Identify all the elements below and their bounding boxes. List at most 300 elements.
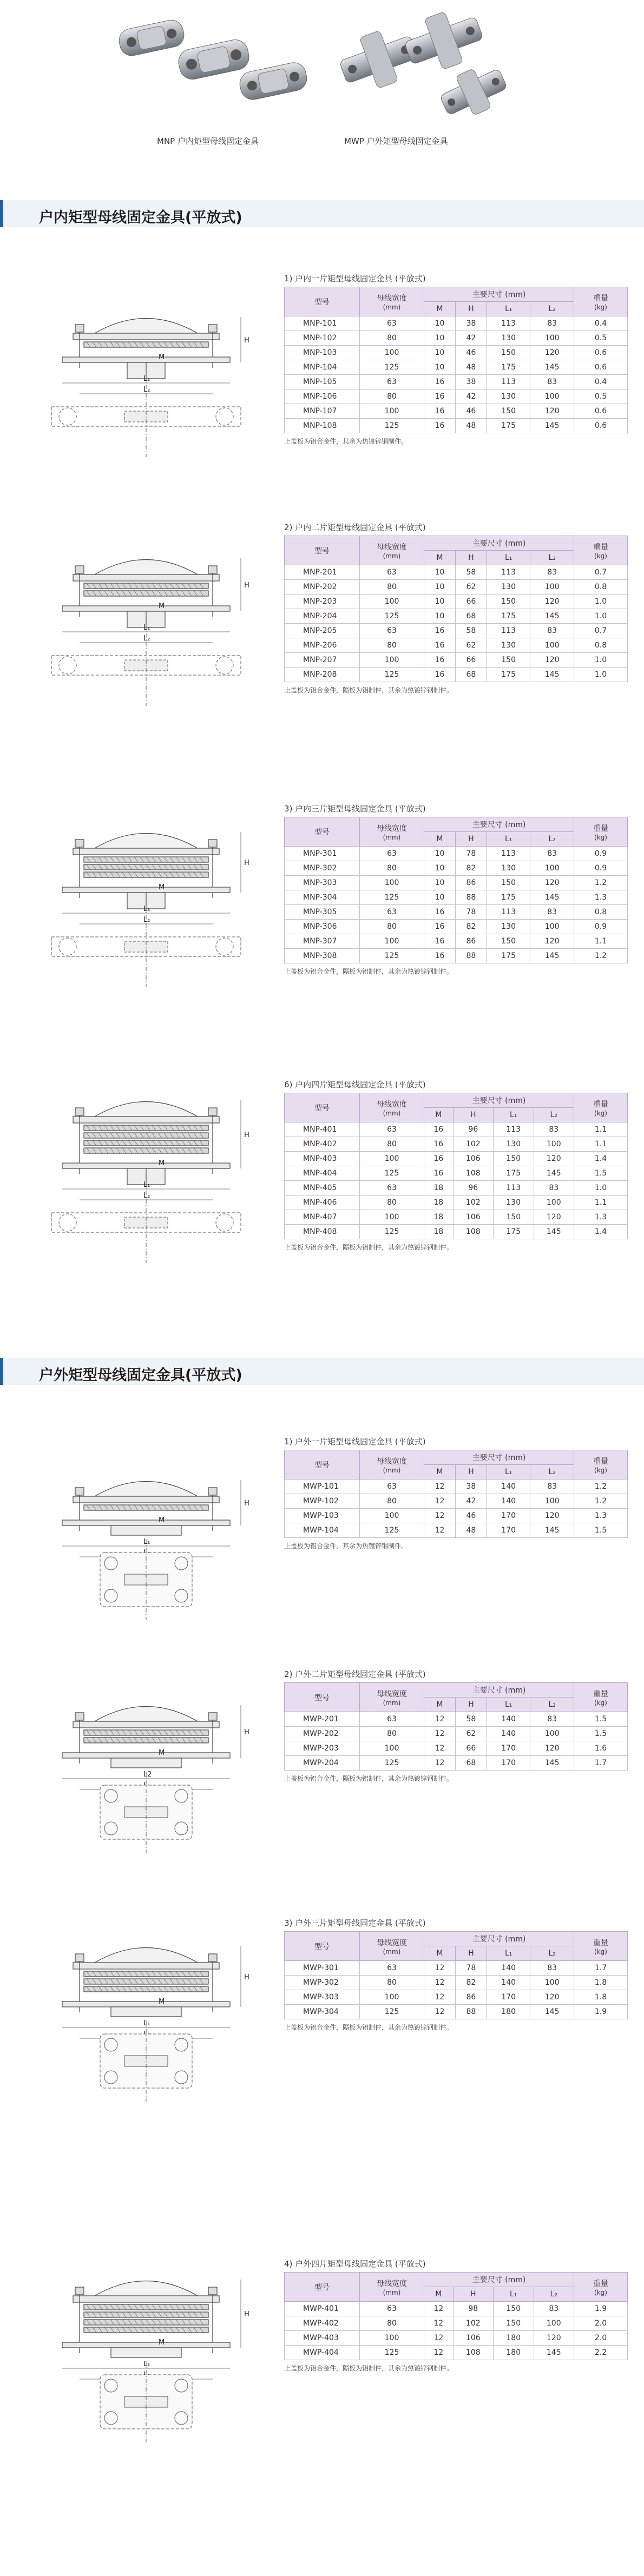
cell-value: 10: [424, 580, 456, 595]
cell-value: 175: [487, 668, 530, 682]
cell-value: 100: [534, 1137, 574, 1152]
cell-value: 1.1: [574, 1137, 628, 1152]
cell-value: 80: [360, 638, 424, 653]
header-dims: 主要尺寸 (mm): [424, 536, 574, 551]
cell-model: MNP-107: [285, 404, 360, 419]
header-width-label: 母线宽度: [377, 1100, 407, 1109]
cell-value: 58: [455, 565, 487, 580]
cell-value: 98: [453, 2302, 493, 2316]
cell-value: 80: [360, 1494, 424, 1509]
header-width: [360, 1683, 424, 1712]
cell-value: 1.5: [574, 1523, 628, 1538]
cell-value: 63: [360, 565, 424, 580]
table-row: [285, 920, 628, 934]
header-l1: L₁: [487, 1465, 530, 1479]
cell-value: 46: [455, 404, 487, 419]
cell-value: 2.0: [574, 2331, 628, 2346]
cell-model: MWP-204: [285, 1756, 360, 1771]
header-width-unit: (mm): [383, 2288, 401, 2296]
cell-value: 113: [487, 316, 530, 331]
table-header-row: [285, 1093, 628, 1108]
header-width: [360, 817, 424, 847]
cell-value: 113: [487, 847, 530, 861]
cell-value: 80: [360, 1727, 424, 1741]
cell-value: 120: [530, 404, 574, 419]
header-m: M: [424, 1697, 456, 1712]
header-model: 型号: [285, 1093, 360, 1122]
header-weight: [574, 2273, 628, 2302]
dim-label-m: M: [159, 602, 165, 610]
header-weight-unit: (kg): [594, 1947, 607, 1956]
drawing-panel: [30, 801, 262, 998]
material-note: 上盖板为铝合金件，隔板为铝制件，其余为热镀锌钢制件。: [284, 1244, 454, 1251]
cell-value: 170: [487, 1509, 530, 1523]
cell-model: MNP-401: [285, 1122, 360, 1137]
cell-value: 1.1: [574, 1195, 628, 1210]
table-row: [285, 609, 628, 624]
cell-value: 0.4: [574, 375, 628, 389]
cell-value: 1.5: [574, 1712, 628, 1727]
cell-value: 125: [360, 2005, 424, 2019]
header-weight-unit: (kg): [594, 303, 607, 311]
table-row: [285, 1976, 628, 1990]
dim-label-m: M: [159, 883, 165, 891]
table-header-row: [285, 287, 628, 302]
table-row: [285, 419, 628, 433]
cell-value: 46: [455, 346, 487, 360]
cell-value: 1.0: [574, 668, 628, 682]
cell-value: 1.7: [574, 1756, 628, 1771]
material-note: 上盖板为铝合金件，隔板为铝制件，其余为热镀锌钢制件。: [284, 2024, 454, 2031]
cell-value: 125: [360, 890, 424, 905]
header-width-label: 母线宽度: [377, 1457, 407, 1466]
dim-label-h: H: [244, 336, 249, 345]
spec-table: [284, 1450, 628, 1538]
cell-model: MWP-403: [285, 2331, 360, 2346]
cell-model: MNP-108: [285, 419, 360, 433]
cell-value: 1.0: [574, 609, 628, 624]
header-width: [360, 287, 424, 316]
cell-value: 1.6: [574, 1741, 628, 1756]
table-row: [285, 404, 628, 419]
cell-value: 1.5: [574, 1727, 628, 1741]
cell-value: 130: [487, 638, 530, 653]
spec-table: [284, 1682, 628, 1771]
header-weight-label: 重量: [593, 1457, 608, 1466]
table-row: [285, 653, 628, 668]
cell-value: 83: [530, 624, 574, 638]
cell-value: 145: [530, 1523, 574, 1538]
cell-value: 58: [455, 1712, 487, 1727]
header-weight: [574, 1683, 628, 1712]
header-m: M: [424, 832, 456, 847]
cell-model: MNP-402: [285, 1137, 360, 1152]
cell-value: 83: [534, 1181, 574, 1195]
cell-value: 18: [424, 1195, 454, 1210]
cell-value: 88: [455, 949, 487, 963]
cell-model: MWP-101: [285, 1479, 360, 1494]
cell-value: 16: [424, 1152, 454, 1166]
spec-table: [284, 1931, 628, 2019]
header-l1: L₁: [487, 1697, 530, 1712]
material-note: 上盖板为铝合金件，隔板为铝制件，其余为热镀锌钢制件。: [284, 968, 454, 975]
header-l2: L₂: [534, 1108, 574, 1122]
header-dims: 主要尺寸 (mm): [424, 817, 574, 832]
dim-label-l1: L₁: [143, 2360, 150, 2368]
cell-value: 113: [487, 565, 530, 580]
cell-value: 80: [360, 580, 424, 595]
cell-value: 108: [453, 1225, 493, 1239]
cell-value: 145: [530, 609, 574, 624]
cell-model: MWP-201: [285, 1712, 360, 1727]
cell-model: MWP-103: [285, 1509, 360, 1523]
cell-value: 63: [360, 1181, 424, 1195]
dim-label-h: H: [244, 1500, 249, 1508]
header-l1: L₁: [487, 832, 530, 847]
dim-label-l2: L₂: [143, 916, 150, 924]
table-row: [285, 1479, 628, 1494]
drawing-panel: [30, 1666, 262, 1863]
cell-model: MNP-201: [285, 565, 360, 580]
table-row: [285, 565, 628, 580]
cell-model: MNP-403: [285, 1152, 360, 1166]
block-title: 1) 户内一片矩型母线固定金具 (平放式): [284, 274, 426, 283]
table-row: [285, 2005, 628, 2019]
cell-value: 42: [455, 389, 487, 404]
cell-value: 125: [360, 419, 424, 433]
table-row: [285, 1494, 628, 1509]
cell-value: 16: [424, 638, 456, 653]
hero-product-photos: [0, 0, 644, 179]
dim-label-m: M: [159, 2339, 165, 2347]
cell-value: 140: [487, 1494, 530, 1509]
cell-value: 1.5: [574, 1166, 628, 1181]
cell-value: 10: [424, 360, 456, 375]
cell-value: 0.9: [574, 847, 628, 861]
cell-value: 150: [487, 595, 530, 609]
cell-value: 86: [455, 934, 487, 949]
table-row: [285, 2331, 628, 2346]
cell-value: 106: [453, 1210, 493, 1225]
header-width: [360, 536, 424, 565]
cell-value: 12: [424, 1509, 456, 1523]
cell-value: 150: [494, 1152, 534, 1166]
cell-value: 78: [455, 1961, 487, 1976]
cell-model: MNP-206: [285, 638, 360, 653]
spec-panel: [284, 519, 636, 695]
cell-value: 12: [424, 1961, 456, 1976]
cell-value: 88: [455, 890, 487, 905]
spec-panel: [284, 1434, 636, 1550]
header-width-label: 母线宽度: [377, 824, 407, 833]
cell-value: 1.3: [574, 1509, 628, 1523]
header-weight-label: 重量: [593, 1938, 608, 1947]
cell-value: 16: [424, 668, 456, 682]
cell-value: 145: [530, 1756, 574, 1771]
cell-value: 83: [530, 905, 574, 920]
table-row: [285, 905, 628, 920]
header-dims: 主要尺寸 (mm): [424, 1093, 574, 1108]
cell-value: 12: [424, 1741, 456, 1756]
technical-drawing: [30, 1915, 262, 2110]
cell-value: 1.9: [574, 2005, 628, 2019]
cell-value: 1.3: [574, 1210, 628, 1225]
cell-value: 16: [424, 404, 456, 419]
cell-model: MNP-305: [285, 905, 360, 920]
cell-value: 38: [455, 375, 487, 389]
cell-value: 12: [424, 1976, 456, 1990]
cell-value: 140: [487, 1961, 530, 1976]
cell-model: MNP-407: [285, 1210, 360, 1225]
cell-model: MNP-203: [285, 595, 360, 609]
cell-value: 10: [424, 595, 456, 609]
cell-value: 16: [424, 624, 456, 638]
cell-value: 100: [360, 1152, 424, 1166]
header-width-unit: (mm): [383, 1109, 401, 1117]
header-m: M: [424, 2287, 454, 2302]
cell-value: 18: [424, 1225, 454, 1239]
cell-value: 86: [455, 1990, 487, 2005]
cell-model: MNP-408: [285, 1225, 360, 1239]
header-weight: [574, 1450, 628, 1479]
cell-value: 145: [530, 949, 574, 963]
table-header-row: [285, 2273, 628, 2287]
dim-label-h: H: [244, 582, 249, 590]
table-row: [285, 847, 628, 861]
cell-model: MWP-303: [285, 1990, 360, 2005]
cell-value: 38: [455, 1479, 487, 1494]
cell-value: 120: [534, 2331, 574, 2346]
cell-value: 66: [455, 595, 487, 609]
cell-model: MNP-208: [285, 668, 360, 682]
cell-value: 0.5: [574, 331, 628, 346]
cell-value: 80: [360, 331, 424, 346]
cell-model: MNP-404: [285, 1166, 360, 1181]
cell-value: 175: [487, 419, 530, 433]
spec-table: [284, 1093, 628, 1239]
drawing-panel: [30, 1076, 262, 1273]
drawing-panel: [30, 1434, 262, 1630]
cell-value: 2.0: [574, 2316, 628, 2331]
header-l1: L₁: [487, 1946, 530, 1961]
cell-value: 0.7: [574, 565, 628, 580]
cell-value: 10: [424, 565, 456, 580]
header-width-label: 母线宽度: [377, 1938, 407, 1947]
cell-value: 0.4: [574, 316, 628, 331]
cell-value: 175: [494, 1225, 534, 1239]
header-model: 型号: [285, 536, 360, 565]
header-weight-unit: (kg): [594, 1699, 607, 1707]
indoor-photo-caption: MNP 户内矩型母线固定金具: [157, 136, 259, 146]
header-m: M: [424, 1946, 456, 1961]
dim-label-h: H: [244, 2310, 249, 2319]
cell-value: 100: [360, 1990, 424, 2005]
cell-model: MNP-303: [285, 876, 360, 890]
header-dims: 主要尺寸 (mm): [424, 1683, 574, 1697]
header-weight-label: 重量: [593, 2279, 608, 2288]
dim-label-h: H: [244, 859, 249, 867]
cell-value: 86: [455, 876, 487, 890]
heading-accent-bar: [0, 1358, 3, 1385]
dim-label-l1: L₁: [143, 2019, 150, 2027]
dim-label-l1: L₁: [143, 375, 150, 383]
header-h: H: [455, 551, 487, 565]
table-row: [285, 1195, 628, 1210]
cell-value: 10: [424, 861, 456, 876]
table-row: [285, 2346, 628, 2360]
cell-value: 10: [424, 331, 456, 346]
cell-value: 180: [487, 2005, 530, 2019]
cell-model: MWP-202: [285, 1727, 360, 1741]
header-weight: [574, 1932, 628, 1961]
cell-value: 96: [453, 1122, 493, 1137]
dim-label-h: H: [244, 1728, 249, 1736]
cell-value: 120: [530, 1990, 574, 2005]
cell-value: 106: [453, 2331, 493, 2346]
header-l2: L₂: [530, 1946, 574, 1961]
technical-drawing: [30, 801, 262, 995]
cell-value: 125: [360, 949, 424, 963]
cell-value: 0.9: [574, 861, 628, 876]
header-width: [360, 1450, 424, 1479]
drawing-panel: [30, 2256, 262, 2453]
cell-value: 100: [360, 653, 424, 668]
header-weight-label: 重量: [593, 1689, 608, 1699]
cell-value: 145: [534, 1166, 574, 1181]
header-width: [360, 2273, 424, 2302]
dim-label-l1: L2: [143, 1771, 152, 1779]
cell-value: 83: [530, 375, 574, 389]
cell-value: 83: [530, 316, 574, 331]
table-row: [285, 934, 628, 949]
cell-value: 120: [530, 934, 574, 949]
cell-value: 102: [453, 1137, 493, 1152]
cell-value: 100: [360, 1210, 424, 1225]
header-width-label: 母线宽度: [377, 1689, 407, 1699]
cell-value: 102: [453, 2316, 493, 2331]
indoor-clamp-photo: [117, 18, 309, 102]
cell-model: MNP-301: [285, 847, 360, 861]
header-l2: L₂: [530, 1465, 574, 1479]
header-h: H: [455, 1946, 487, 1961]
cell-value: 42: [455, 1494, 487, 1509]
cell-value: 10: [424, 316, 456, 331]
cell-value: 125: [360, 1756, 424, 1771]
cell-value: 63: [360, 1961, 424, 1976]
cell-value: 80: [360, 2316, 424, 2331]
cell-value: 1.0: [574, 595, 628, 609]
cell-value: 82: [455, 920, 487, 934]
technical-drawing: [30, 1076, 262, 1271]
block-title: 2) 户外二片矩型母线固定金具 (平放式): [284, 1669, 426, 1679]
cell-value: 80: [360, 920, 424, 934]
cell-value: 100: [530, 1976, 574, 1990]
table-header-row: [285, 1932, 628, 1946]
cell-value: 12: [424, 1494, 456, 1509]
dim-label-l1: L₁: [143, 624, 150, 632]
header-width-unit: (mm): [383, 833, 401, 841]
cell-value: 1.0: [574, 653, 628, 668]
cell-value: 1.0: [574, 1181, 628, 1195]
table-row: [285, 890, 628, 905]
cell-value: 16: [424, 389, 456, 404]
header-l2: L₂: [530, 302, 574, 316]
cell-value: 100: [360, 2331, 424, 2346]
cell-value: 120: [530, 595, 574, 609]
spec-panel: [284, 801, 636, 976]
header-h: H: [453, 2287, 493, 2302]
dim-label-h: H: [244, 1973, 249, 1981]
cell-value: 140: [487, 1712, 530, 1727]
cell-value: 130: [487, 920, 530, 934]
spec-table: [284, 2272, 628, 2360]
cell-value: 16: [424, 949, 456, 963]
cell-value: 125: [360, 668, 424, 682]
header-l1: L₁: [494, 2287, 534, 2302]
cell-value: 82: [455, 1976, 487, 1990]
cell-model: MWP-304: [285, 2005, 360, 2019]
cell-value: 10: [424, 876, 456, 890]
cell-value: 1.4: [574, 1152, 628, 1166]
cell-value: 175: [487, 360, 530, 375]
cell-value: 150: [494, 2316, 534, 2331]
cell-value: 113: [494, 1181, 534, 1195]
cell-model: MWP-401: [285, 2302, 360, 2316]
header-weight: [574, 817, 628, 847]
cell-value: 145: [530, 360, 574, 375]
cell-value: 63: [360, 905, 424, 920]
cell-value: 100: [534, 1195, 574, 1210]
cell-value: 150: [494, 1210, 534, 1225]
technical-drawing: [30, 270, 262, 465]
header-h: H: [455, 302, 487, 316]
cell-value: 106: [453, 1152, 493, 1166]
cell-value: 16: [424, 934, 456, 949]
cell-value: 48: [455, 419, 487, 433]
header-dims: 主要尺寸 (mm): [424, 2273, 574, 2287]
header-dims: 主要尺寸 (mm): [424, 1450, 574, 1465]
table-row: [285, 1961, 628, 1976]
cell-value: 16: [424, 419, 456, 433]
dim-label-h: H: [244, 1131, 249, 1139]
header-l2: L₂: [530, 1697, 574, 1712]
cell-value: 48: [455, 1523, 487, 1538]
cell-value: 63: [360, 624, 424, 638]
cell-value: 145: [530, 668, 574, 682]
cell-value: 170: [487, 1756, 530, 1771]
cell-value: 68: [455, 668, 487, 682]
table-row: [285, 331, 628, 346]
cell-model: MWP-203: [285, 1741, 360, 1756]
cell-model: MNP-306: [285, 920, 360, 934]
section-heading: 户内矩型母线固定金具(平放式): [39, 209, 242, 226]
header-weight: [574, 1093, 628, 1122]
cell-value: 1.3: [574, 890, 628, 905]
cell-model: MWP-402: [285, 2316, 360, 2331]
cell-model: MNP-101: [285, 316, 360, 331]
header-model: 型号: [285, 1683, 360, 1712]
cell-model: MNP-102: [285, 331, 360, 346]
cell-value: 102: [453, 1195, 493, 1210]
cell-value: 0.6: [574, 346, 628, 360]
cell-model: MNP-106: [285, 389, 360, 404]
cell-model: MNP-308: [285, 949, 360, 963]
cell-value: 120: [530, 653, 574, 668]
header-weight-unit: (kg): [594, 1109, 607, 1117]
cell-value: 12: [424, 2005, 456, 2019]
cell-value: 12: [424, 2316, 454, 2331]
cell-value: 100: [530, 580, 574, 595]
